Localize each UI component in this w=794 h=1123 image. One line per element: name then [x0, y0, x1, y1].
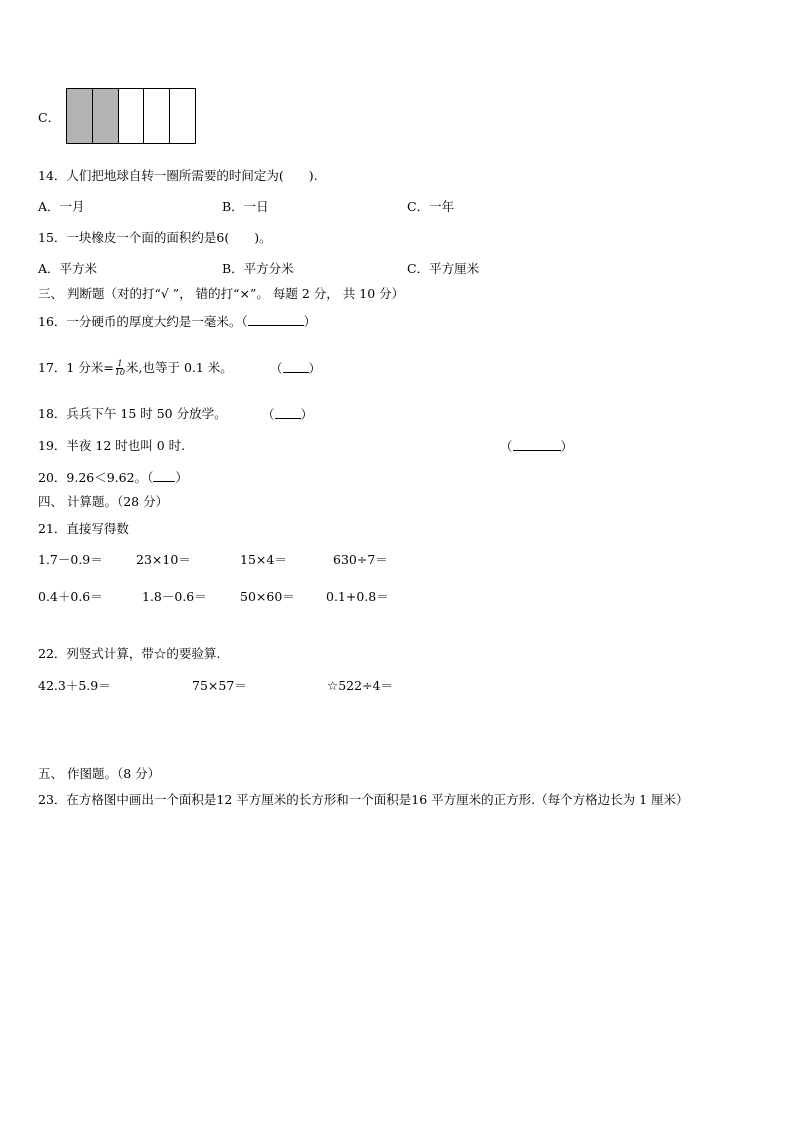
q14-stem: 14．人们把地球自转一圈所需要的时间定为( ).: [38, 168, 318, 183]
q21-title: 21．直接写得数: [38, 521, 129, 536]
q15-option-a[interactable]: A．平方米: [38, 261, 98, 276]
section5-heading: 五、 作图题。（8 分）: [38, 766, 161, 781]
q15-stem: 15．一块橡皮一个面的面积约是6( )。: [38, 230, 272, 245]
q19-close: ）: [560, 439, 574, 454]
q17-close: ）: [308, 361, 322, 376]
q16-close: ）: [303, 314, 317, 329]
q17-frac-num: 1: [117, 359, 123, 368]
q21-row2-item4: 0.1+0.8＝: [326, 589, 389, 604]
strip-cell-shaded: [93, 89, 119, 143]
q16-answer-blank[interactable]: [248, 313, 304, 326]
q16-line: [38, 313, 316, 330]
q20-answer-blank[interactable]: [153, 469, 175, 482]
q22-title: 22．列竖式计算，带☆的要验算.: [38, 646, 221, 661]
fraction-strip-figure: [66, 88, 196, 144]
q14-option-b[interactable]: B．一日: [222, 199, 269, 214]
q21-row2-item2: 1.8－0.6＝: [142, 589, 207, 604]
q15-option-b[interactable]: B．平方分米: [222, 261, 294, 276]
q17-answer: [270, 360, 321, 377]
q18-close: ）: [300, 407, 314, 422]
q19-answer-blank[interactable]: [513, 438, 561, 451]
q21-row1-item1: 1.7－0.9＝: [38, 552, 103, 567]
q23-text: 23．在方格图中画出一个面积是12 平方厘米的长方形和一个面积是16 平方厘米的正方形.（每个方格边长为 1 厘米）: [38, 792, 689, 807]
q15-option-c[interactable]: C．平方厘米: [407, 261, 480, 276]
q20-close: ）: [175, 470, 188, 485]
q14-option-c[interactable]: C．一年: [407, 199, 455, 214]
q21-row2-item1: 0.4＋0.6＝: [38, 589, 103, 604]
q21-row1-item3: 15×4＝: [240, 552, 287, 567]
q22-item1: 42.3＋5.9＝: [38, 678, 111, 693]
strip-cell: [170, 89, 195, 143]
q17-fraction: [115, 360, 125, 377]
q20-line: [38, 469, 188, 486]
q21-row1-item2: 23×10＝: [136, 552, 191, 567]
q22-item2: 75×57＝: [192, 678, 247, 693]
q18-answer-blank[interactable]: [275, 406, 301, 419]
q19-answer: [500, 438, 573, 455]
q14-option-a[interactable]: A．一月: [38, 199, 85, 214]
q22-item3: ☆522÷4＝: [327, 678, 393, 693]
q17-answer-blank[interactable]: [283, 360, 309, 373]
q17-suffix: 米,也等于 0.1 米。: [126, 360, 233, 375]
q19-text: 19．半夜 12 时也叫 0 时.: [38, 438, 186, 453]
q18-text: 18．兵兵下午 15 时 50 分放学。: [38, 406, 227, 421]
section4-heading: 四、 计算题。（28 分）: [38, 494, 169, 509]
q21-row2-item3: 50×60＝: [240, 589, 295, 604]
strip-cell-shaded: [67, 89, 93, 143]
q17-line: [38, 360, 233, 377]
q19-open: （: [500, 439, 513, 454]
q17-prefix: 17．1 分米=: [38, 360, 114, 375]
q16-text: 16．一分硬币的厚度大约是一毫米。（: [38, 314, 248, 329]
strip-cell: [144, 89, 170, 143]
q20-text: 20．9.26＜9.62。（: [38, 470, 154, 485]
q18-open: （: [262, 407, 275, 422]
q17-frac-den: 10: [114, 368, 125, 377]
q21-row1-item4: 630÷7＝: [333, 552, 388, 567]
q17-open: （: [270, 361, 283, 376]
q13-option-c-label: C．: [38, 110, 61, 125]
strip-cell: [119, 89, 145, 143]
section3-heading: 三、 判断题（对的打“√ ”， 错的打“×”。 每题 2 分， 共 10 分）: [38, 286, 405, 301]
q18-answer: [262, 406, 313, 423]
